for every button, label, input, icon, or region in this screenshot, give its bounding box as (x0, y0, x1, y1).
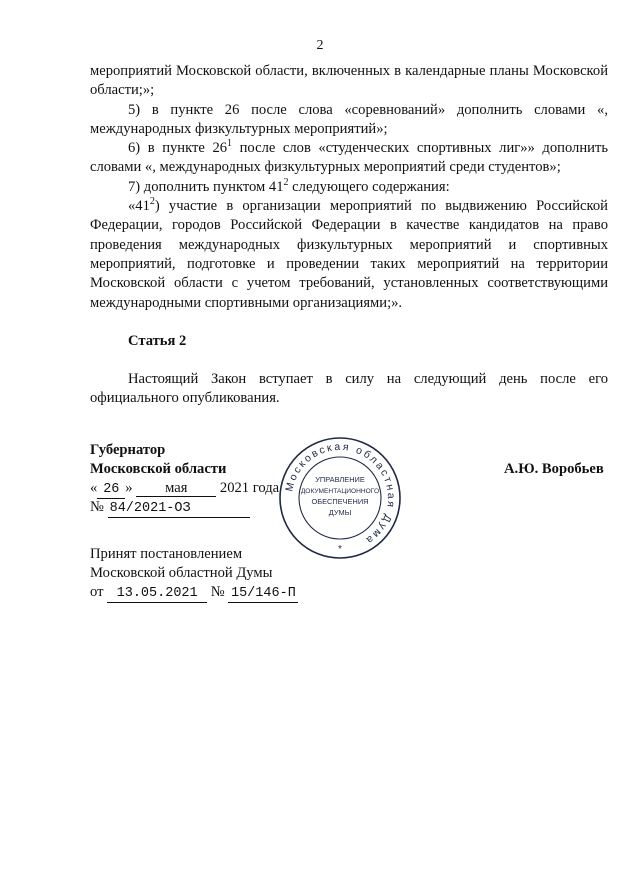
adoption-date-line: от 13.05.2021 № 15/146-П (90, 584, 298, 603)
signing-year: 2021 года (219, 480, 280, 496)
official-seal-stamp (278, 436, 402, 560)
law-number-line: № 84/2021-ОЗ (90, 499, 250, 518)
seal-center-line: ДОКУМЕНТАЦИОННОГО (300, 488, 380, 495)
paragraph-item-7: 7) дополнить пунктом $41^2$ следующего содержания: (128, 176, 450, 195)
paragraph-item-6: 6) в пункте $26^1$ после слов «студенческих спортивных лиг»» дополнить словами «, международных физкультурных мероприятий среди студентов»; (90, 138, 608, 176)
signature-title-line1: Губернатор (90, 442, 166, 458)
article-heading: Статья 2 (128, 332, 187, 349)
document-body (90, 62, 608, 409)
adoption-date: 13.05.2021 (107, 586, 207, 603)
signing-day: 26 (97, 482, 125, 499)
adoption-number: 15/146-П (228, 586, 298, 603)
paragraph-continuation: мероприятий Московской области, включенных в календарные планы Московской области;»; (90, 63, 608, 99)
seal-center-line: ОБЕСПЕЧЕНИЯ (311, 497, 369, 506)
adoption-line2: Московской областной Думы (90, 565, 273, 581)
superscript: 2 (283, 176, 289, 188)
adoption-line1: Принят постановлением (90, 546, 243, 562)
signing-month: мая (136, 480, 216, 497)
seal-center-line: УПРАВЛЕНИЕ (315, 475, 365, 484)
paragraph-item-5: 5) в пункте 26 после слова «соревнований» дополнить словами «, международных физкультурных мероприятий»; (90, 101, 608, 137)
paragraph-item-41-2: «$41^2$) участие в организации мероприятий по выдвижению Российской Федерации, городов Российской Федерации в качестве кандидатов на право проведения международных физкультурных мероприятий и спортивных мероприятий, подготовке и проведении таких мероприятий на территории Московской области с учетом требований, установленных соответствующими международными спортивными организациями;». (90, 196, 608, 311)
superscript: 2 (149, 196, 155, 208)
seal-star-icon: * (338, 544, 342, 555)
law-number: 84/2021-ОЗ (108, 501, 250, 518)
seal-center-line: ДУМЫ (328, 508, 352, 517)
signing-date: « 26 » мая 2021 года (90, 480, 280, 497)
page-number: 2 (316, 38, 324, 53)
article-text: Настоящий Закон вступает в силу на следующий день после его официального опубликования. (90, 371, 608, 407)
seal-ring-text: Московская областная Дума (283, 440, 398, 548)
signature-name: А.Ю. Воробьев (504, 461, 604, 477)
signature-title-line2: Московской области (90, 461, 227, 477)
superscript: 1 (227, 138, 233, 150)
